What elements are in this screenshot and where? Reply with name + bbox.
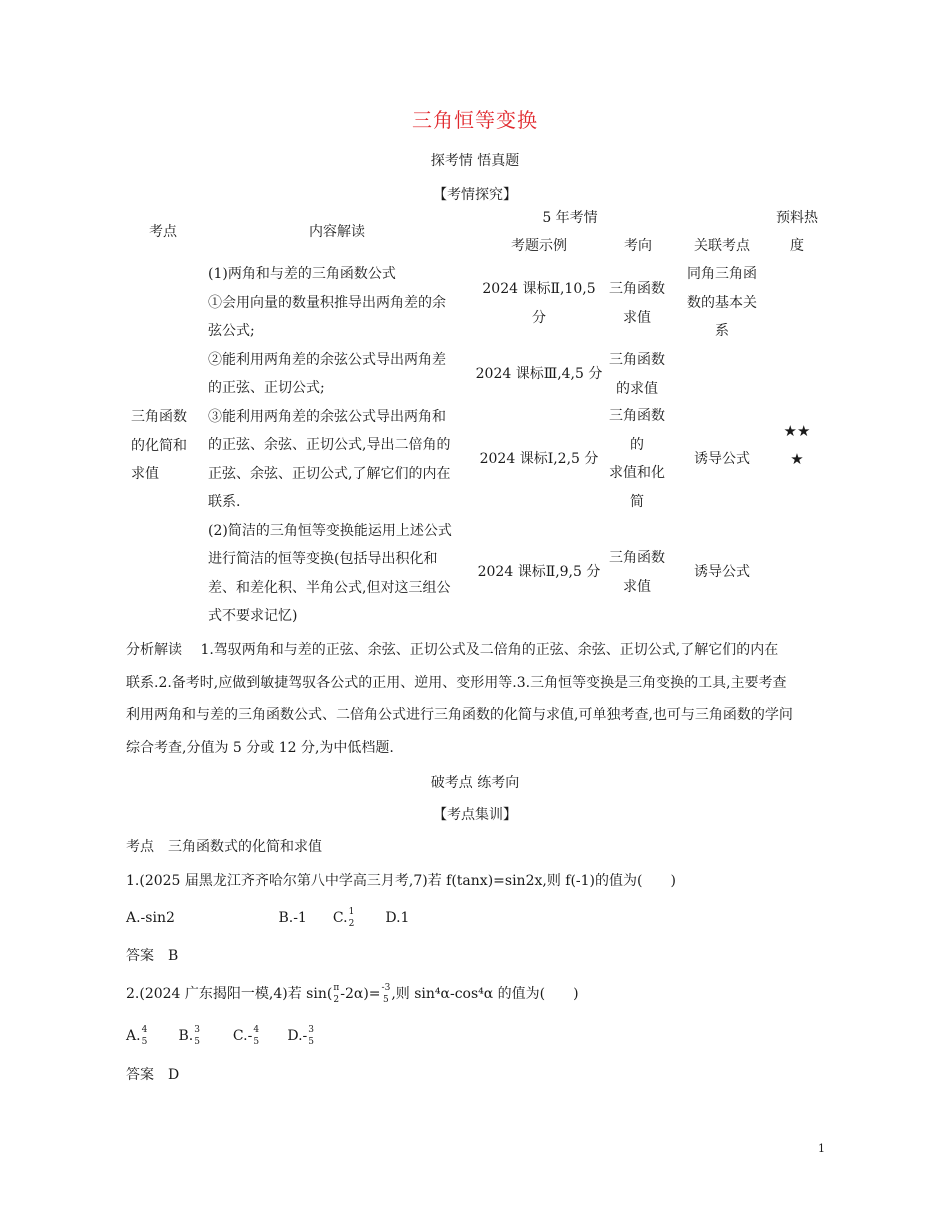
row3-related [672, 445, 772, 474]
content-line: 进行简洁的恒等变换(包括导出积化和 [208, 551, 438, 567]
related-line: 诱导公式 [694, 451, 750, 467]
section-subheading-2: 【考点集训】 [433, 807, 517, 823]
row4-example [470, 558, 608, 587]
fraction-numerator: 1 [348, 907, 355, 917]
fraction [308, 1024, 314, 1048]
question-2-stem [126, 982, 579, 1006]
fraction-numerator: 4 [253, 1025, 260, 1035]
fraction [333, 982, 339, 1006]
stem-text: 2.(2024 广东揭阳一模,4)若 sin( [126, 986, 333, 1002]
example-line: 2024 课标Ⅱ,9,5 分 [477, 564, 601, 580]
header-related: 关联考点 [694, 238, 750, 254]
row2-example [470, 360, 608, 389]
question-2-answer: 答案 D [126, 1067, 180, 1083]
star-icon: ★ [790, 450, 804, 468]
example-line: 2024 课标Ⅲ,4,5 分 [475, 366, 603, 382]
kaodian-line: 求值 [131, 466, 159, 482]
header-five-year: 5 年考情 [542, 210, 598, 226]
fraction-denominator: 5 [308, 1037, 314, 1047]
question-2-options [126, 1024, 315, 1048]
content-line: ③能利用两角差的余弦公式导出两角和 [208, 408, 446, 425]
content-line: (1)两角和与差的三角函数公式 [208, 266, 396, 282]
stem-text: ,则 sin⁴α-cos⁴α 的值为( ) [391, 986, 579, 1002]
option-c [233, 1024, 283, 1048]
fraction-denominator: 2 [333, 995, 340, 1005]
direction-line: 求值和化 [609, 465, 665, 481]
fraction [142, 1024, 148, 1048]
direction-line: 三角函数 [609, 408, 665, 424]
option-a [126, 1024, 174, 1048]
example-line: 分 [532, 309, 546, 326]
related-line: 同角三角函 [687, 266, 757, 282]
content-line: (2)简洁的三角恒等变换能运用上述公式 [208, 522, 452, 539]
direction-line: 三角函数 [609, 352, 665, 368]
fraction-denominator: 2 [348, 919, 355, 929]
question-1-stem: 1.(2025 届黑龙江齐齐哈尔第八中学高三月考,7)若 f(tanx)=sin2x,则 f(-1)的值为( ) [126, 873, 676, 889]
related-line: 数的基本关 [687, 294, 757, 311]
content-line: ①会用向量的数量积推导出两角差的余 [208, 294, 446, 311]
direction-line: 简 [630, 493, 644, 510]
fraction [194, 1024, 200, 1048]
kaodian-line: 三角函数 [131, 409, 187, 425]
option-c [333, 906, 381, 930]
star-icon: ★★ [783, 422, 811, 440]
header-direction: 考向 [624, 238, 652, 254]
header-kaodian: 考点 [149, 224, 177, 240]
option-b [178, 1024, 228, 1048]
row4-direction [604, 544, 670, 601]
direction-line: 的 [630, 436, 644, 453]
kaodian-line: 的化简和 [131, 437, 187, 454]
fraction-numerator: π [333, 983, 340, 993]
fraction [349, 906, 355, 930]
header-example: 考题示例 [511, 238, 567, 254]
kaodian-cell [131, 403, 201, 489]
option-d: D.1 [385, 910, 410, 926]
option-a: A.-sin2 [126, 910, 175, 926]
content-line: 的正弦、正切公式; [208, 380, 325, 396]
content-line: 联系. [208, 494, 241, 510]
content-line: 式不要求记忆) [208, 608, 298, 624]
row3-example [470, 445, 608, 474]
content-line: ②能利用两角差的余弦公式导出两角差 [208, 351, 446, 368]
header-heat-1: 预料热 [776, 210, 818, 226]
option-a-label: A. [126, 1028, 141, 1044]
fraction [253, 1024, 259, 1048]
direction-line: 的求值 [616, 380, 658, 397]
analysis-line: 分析解读 1.驾驭两角和与差的正弦、余弦、正切公式及二倍角的正弦、余弦、正切公式,了解它们的内在 [126, 642, 779, 658]
direction-line: 求值 [623, 309, 651, 326]
fraction-denominator: 5 [194, 1037, 200, 1047]
row4-related [672, 558, 772, 587]
section-heading: 探考情 悟真题 [430, 153, 520, 169]
row1-direction [604, 275, 670, 332]
question-1-options [126, 906, 409, 930]
option-d-label: D.- [287, 1028, 308, 1044]
direction-line: 求值 [623, 578, 651, 595]
fraction [382, 982, 391, 1006]
analysis-line: 综合考查,分值为 5 分或 12 分,为中低档题. [126, 739, 394, 756]
option-c-label: C.- [232, 1028, 253, 1044]
related-line: 系 [715, 323, 729, 339]
kaodian-heading: 考点 三角函数式的化简和求值 [126, 839, 322, 855]
fraction-numerator: 4 [141, 1025, 148, 1035]
option-b-label: B. [178, 1028, 194, 1044]
direction-line: 三角函数 [609, 281, 665, 297]
example-line: 2024 课标Ⅰ,2,5 分 [479, 451, 599, 467]
fraction-denominator: 5 [141, 1037, 148, 1047]
heat-stars [772, 417, 822, 473]
header-neirong: 内容解读 [309, 224, 365, 240]
fraction-numerator: -3 [381, 983, 391, 993]
analysis-line: 联系.2.备考时,应做到敏捷驾驭各公式的正用、逆用、变形用等.3.三角恒等变换是三角变换的工具,主要考查 [126, 674, 787, 691]
row3-direction [604, 402, 670, 516]
row1-related [672, 260, 772, 346]
fraction-denominator: 5 [253, 1037, 260, 1047]
direction-line: 三角函数 [609, 550, 665, 566]
section-heading-2: 破考点 练考向 [430, 775, 520, 791]
row2-direction [604, 346, 670, 403]
content-line: 的正弦、余弦、正切公式,导出二倍角的 [208, 437, 451, 453]
section-subheading: 【考情探究】 [433, 187, 517, 203]
option-b: B.-1 [278, 910, 307, 926]
question-1-answer: 答案 B [126, 948, 179, 964]
content-line: 正弦、余弦、正切公式,了解它们的内在 [208, 465, 451, 482]
related-line: 诱导公式 [694, 564, 750, 580]
stem-text: -2α)= [340, 986, 381, 1002]
row1-example [470, 275, 608, 332]
content-line: 弦公式; [208, 323, 255, 339]
example-line: 2024 课标Ⅱ,10,5 [482, 281, 596, 297]
fraction-denominator: 5 [383, 995, 389, 1005]
page-title: 三角恒等变换 [412, 108, 538, 132]
header-heat-2: 度 [790, 238, 804, 254]
page-number: 1 [818, 1142, 825, 1155]
option-d [287, 1024, 315, 1048]
option-c-label: C. [332, 910, 348, 926]
content-line: 差、和差化积、半角公式,但对这三组公 [208, 579, 451, 596]
analysis-line: 利用两角和与差的三角函数公式、二倍角公式进行三角函数的化简与求值,可单独考查,也可与三角函数的学问 [126, 707, 793, 723]
analysis-paragraph [126, 634, 826, 764]
content-cell [208, 260, 470, 631]
fraction-numerator: 3 [194, 1025, 200, 1035]
fraction-numerator: 3 [308, 1025, 314, 1035]
